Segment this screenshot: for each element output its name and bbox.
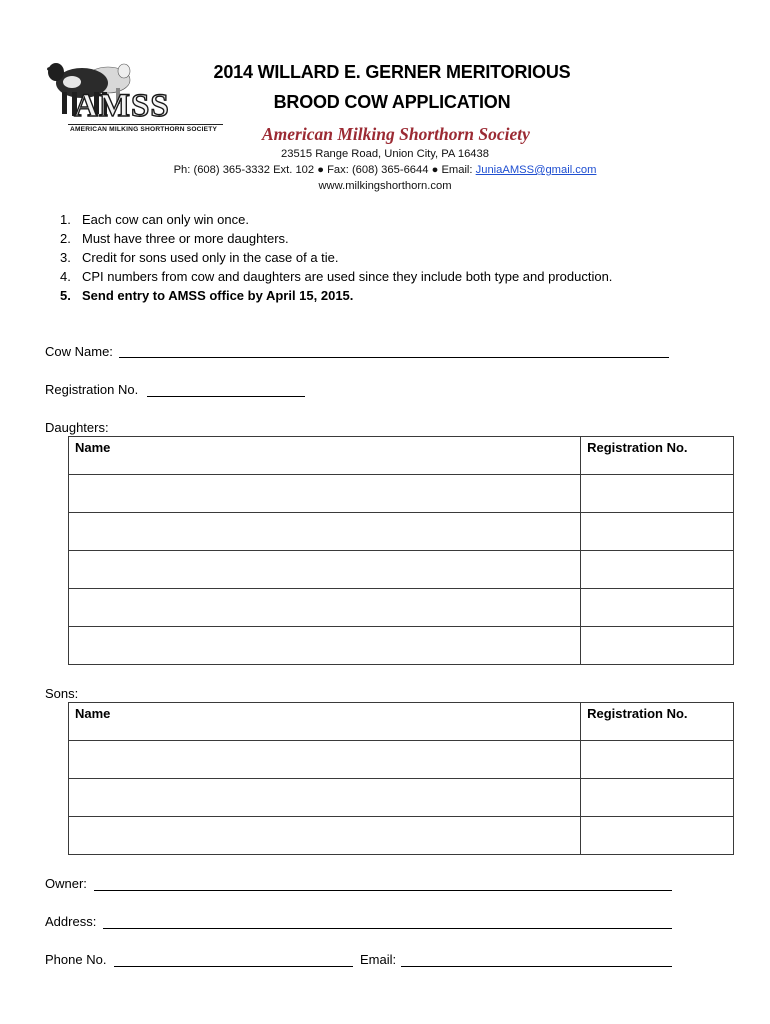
- society-name: American Milking Shorthorn Society: [262, 124, 530, 144]
- column-header-name: Name: [69, 437, 581, 475]
- phone-label: Phone No.: [45, 952, 107, 967]
- sons-table: [68, 702, 734, 855]
- email-label: Email:: [360, 952, 397, 967]
- rules-list: [60, 210, 612, 305]
- rule-item: 2. Must have three or more daughters.: [60, 231, 289, 246]
- name-cell[interactable]: [69, 475, 581, 513]
- sons-label: Sons:: [45, 686, 79, 701]
- column-header-registration: Registration No.: [581, 437, 734, 475]
- table-row: [69, 627, 734, 665]
- registration-label: Registration No.: [45, 382, 139, 397]
- address-line: 23515 Range Road, Union City, PA 16438: [281, 148, 489, 160]
- name-cell[interactable]: [69, 589, 581, 627]
- column-header-registration: Registration No.: [581, 703, 734, 741]
- email-link[interactable]: JuniaAMSS@gmail.com: [475, 164, 597, 176]
- cow-name-field[interactable]: [119, 357, 669, 358]
- email-field[interactable]: [401, 966, 672, 967]
- table-row: [69, 817, 734, 855]
- title-line-2: BROOD COW APPLICATION: [273, 92, 511, 112]
- name-cell[interactable]: [69, 741, 581, 779]
- registration-cell[interactable]: [581, 589, 734, 627]
- logo-subtext: AMERICAN MILKING SHORTHORN SOCIETY: [70, 126, 218, 133]
- owner-field[interactable]: [94, 890, 672, 891]
- registration-cell[interactable]: [581, 779, 734, 817]
- rule-item: 3. Credit for sons used only in the case of a tie.: [60, 250, 339, 265]
- daughters-label: Daughters:: [45, 420, 109, 435]
- address-label: Address:: [45, 914, 97, 929]
- registration-cell[interactable]: [581, 627, 734, 665]
- owner-label: Owner:: [45, 876, 87, 891]
- name-cell[interactable]: [69, 551, 581, 589]
- address-field[interactable]: [103, 928, 672, 929]
- rule-item: 4. CPI numbers from cow and daughters are used since they include both type and production.: [60, 269, 613, 284]
- phone-field[interactable]: [114, 966, 353, 967]
- table-row: [69, 779, 734, 817]
- registration-cell[interactable]: [581, 551, 734, 589]
- name-cell[interactable]: [69, 779, 581, 817]
- name-cell[interactable]: [69, 817, 581, 855]
- table-header-row: [69, 437, 734, 475]
- registration-cell[interactable]: [581, 741, 734, 779]
- table-header-row: [69, 703, 734, 741]
- cow-name-label: Cow Name:: [45, 344, 113, 359]
- table-row: [69, 589, 734, 627]
- column-header-name: Name: [69, 703, 581, 741]
- logo-rule: [68, 124, 223, 125]
- logo-text: AMSS: [74, 88, 170, 124]
- registration-cell[interactable]: [581, 475, 734, 513]
- registration-cell[interactable]: [581, 513, 734, 551]
- title-line-1: 2014 WILLARD E. GERNER MERITORIOUS: [213, 62, 571, 82]
- daughters-table: [68, 436, 734, 665]
- registration-field[interactable]: [147, 396, 305, 397]
- contact-phone-fax: Ph: (608) 365-3332 Ext. 102 ● Fax: (608) 365-6644 ● Email:: [173, 164, 476, 176]
- rule-item-deadline: 5. Send entry to AMSS office by April 15, 2015.: [60, 288, 354, 303]
- rule-item: 1. Each cow can only win once.: [60, 212, 249, 227]
- table-row: [69, 475, 734, 513]
- contact-line: [150, 164, 620, 176]
- website-line[interactable]: www.milkingshorthorn.com: [318, 180, 452, 192]
- name-cell[interactable]: [69, 513, 581, 551]
- table-row: [69, 741, 734, 779]
- name-cell[interactable]: [69, 627, 581, 665]
- registration-cell[interactable]: [581, 817, 734, 855]
- table-row: [69, 513, 734, 551]
- table-row: [69, 551, 734, 589]
